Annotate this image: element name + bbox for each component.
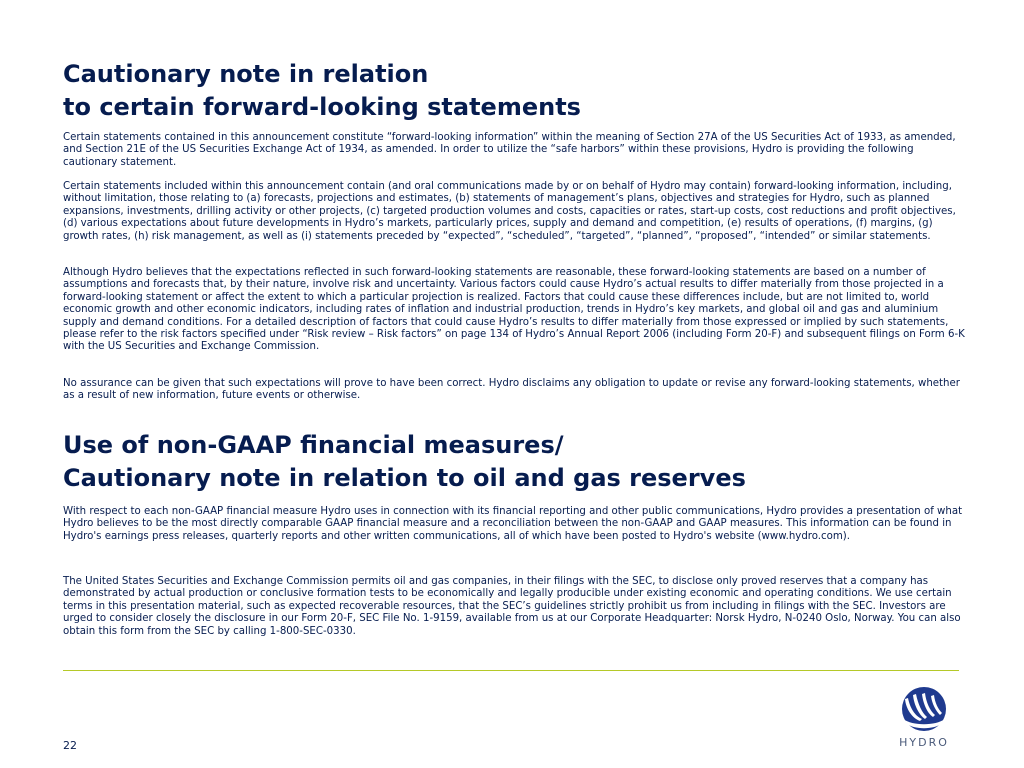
section-title-line: Cautionary note in relation [63, 60, 429, 88]
section-title-forward-looking [63, 58, 581, 124]
hydro-viking-ship-icon [891, 686, 957, 734]
page-number: 22 [63, 739, 77, 752]
section-title-non-gaap [63, 429, 746, 495]
footer-divider [63, 670, 959, 671]
paragraph-non-gaap: With respect to each non-GAAP financial measure Hydro uses in connection with its financial reporting and other public communications, Hydro provides a presentation of what Hydro believes to be the most directly comparable GAAP financial measure and a reconciliation between the non-GAAP and GAAP measures. This information can be found in Hydro's earnings press releases, quarterly reports and other written communications, all of which have been posted to Hydro's website (www.hydro.com). [63, 506, 963, 542]
section-title-line: to certain forward-looking statements [63, 93, 581, 121]
hydro-logo-text: HYDRO [899, 736, 949, 749]
paragraph-oil-gas-reserves: The United States Securities and Exchange Commission permits oil and gas companies, in their filings with the SEC, to disclose only proved reserves that a company has demonstrated by actual production or conclusive formation tests to be economically and legally producible under existing economic and operating conditions. We use certain terms in this presentation material, such as expected recoverable resources, that the SEC’s guidelines strictly prohibit us from including in filings with the SEC. Investors are urged to consider closely the disclosure in our Form 20-F, SEC File No. 1-9159, available from us at our Corporate Headquarter: Norsk Hydro, N-0240 Oslo, Norway. You can also obtain this form from the SEC by calling 1-800-SEC-0330. [63, 576, 961, 637]
paragraph-safe-harbor: Certain statements contained in this announcement constitute “forward-looking information” within the meaning of Section 27A of the US Securities Act of 1933, as amended, and Section 21E of the US Securities Exchange Act of 1934, as amended. In order to utilize the “safe harbors” within these provisions, Hydro is providing the following cautionary statement. [63, 132, 956, 168]
paragraph-forward-looking-info: Certain statements included within this announcement contain (and oral communications made by or on behalf of Hydro may contain) forward-looking information, including, without limitation, those relating to (a) forecasts, projections and estimates, (b) statements of management’s plans, objectives and strategies for Hydro, such as planned expansions, investments, drilling activity or other projects, (c) targeted production volumes and costs, capacities or rates, start-up costs, cost reductions and profit objectives, (d) various expectations about future developments in Hydro’s markets, particularly prices, supply and demand and competition, (e) results of operations, (f) margins, (g) growth rates, (h) risk management, as well as (i) statements preceded by “expected”, “scheduled”, “targeted”, “planned”, “proposed”, “intended” or similar statements. [63, 181, 956, 242]
hydro-logo [891, 686, 957, 756]
paragraph-no-assurance: No assurance can be given that such expectations will prove to have been correct. Hydro disclaims any obligation to update or revise any forward-looking statements, whether as a result of new information, future events or otherwise. [63, 378, 960, 402]
paragraph-risk-factors: Although Hydro believes that the expectations reflected in such forward-looking statements are reasonable, these forward-looking statements are based on a number of assumptions and forecasts that, by their nature, involve risk and uncertainty. Various factors could cause Hydro’s actual results to differ materially from those projected in a forward-looking statement or affect the extent to which a particular projection is realized. Factors that could cause these differences include, but are not limited to, world economic growth and other economic indicators, including rates of inflation and industrial production, trends in Hydro’s key markets, and global oil and gas and aluminium supply and demand conditions. For a detailed description of factors that could cause Hydro’s results to differ materially from those expressed or implied by such statements, please refer to the risk factors specified under “Risk review – Risk factors” on page 134 of Hydro’s Annual Report 2006 (including Form 20-F) and subsequent filings on Form 6-K with the US Securities and Exchange Commission. [63, 267, 965, 353]
section-title-line: Cautionary note in relation to oil and gas reserves [63, 464, 746, 492]
section-title-line: Use of non-GAAP financial measures/ [63, 431, 564, 459]
